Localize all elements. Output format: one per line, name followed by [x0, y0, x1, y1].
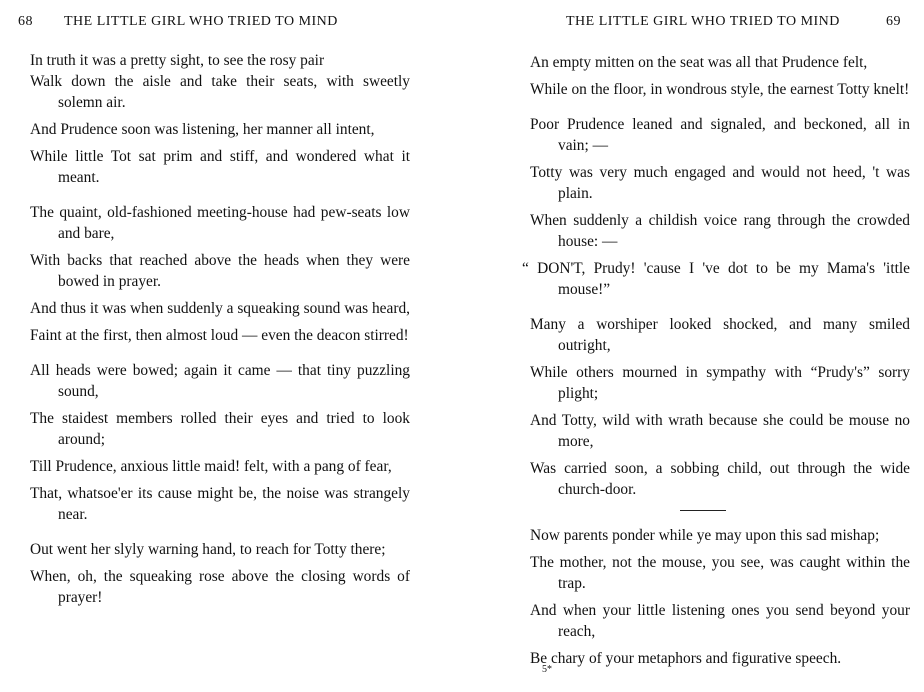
verse-line: While others mourned in sympathy with “Prudy's” sorry plight;: [530, 364, 910, 402]
verse-line: Faint at the first, then almost loud — even the deacon stirred!: [30, 327, 409, 344]
verse-line: When suddenly a childish voice rang through the crowded house: —: [530, 212, 910, 250]
verse-line: The staidest members rolled their eyes and tried to look around;: [30, 410, 410, 448]
right-verse: [522, 52, 910, 669]
verse-line: Was carried soon, a sobbing child, out through the wide church-door.: [530, 460, 910, 498]
verse-line: Till Prudence, anxious little maid! felt, with a pang of fear,: [30, 458, 392, 475]
verse-line: And when your little listening ones you send beyond your reach,: [530, 602, 910, 640]
verse-line: That, whatsoe'er its cause might be, the noise was strangely near.: [30, 485, 410, 523]
right-running-title: THE LITTLE GIRL WHO TRIED TO MIND: [566, 14, 840, 29]
verse-line: The quaint, old-fashioned meeting-house had pew-seats low and bare,: [30, 204, 410, 242]
left-running-title: THE LITTLE GIRL WHO TRIED TO MIND: [64, 14, 338, 29]
signature-mark: 5*: [542, 664, 552, 675]
verse-line: “ DON'T, Prudy! 'cause I 've dot to be my Mama's 'ittle mouse!”: [522, 260, 910, 298]
verse-line: Poor Prudence leaned and signaled, and beckoned, all in vain; —: [530, 116, 910, 154]
verse-line: And Prudence soon was listening, her manner all intent,: [30, 121, 375, 138]
left-running-head: [0, 14, 462, 34]
verse-line: In truth it was a pretty sight, to see the rosy pair: [30, 52, 325, 69]
verse-line: The mother, not the mouse, you see, was caught within the trap.: [530, 554, 910, 592]
verse-line: All heads were bowed; again it came — that tiny puzzling sound,: [30, 362, 410, 400]
left-page-number: 68: [18, 14, 33, 29]
verse-line: And Totty, wild with wrath because she could be mouse no more,: [530, 412, 910, 450]
verse-line: And thus it was when suddenly a squeaking sound was heard,: [30, 300, 411, 317]
verse-line: Now parents ponder while ye may upon this sad mishap;: [530, 527, 880, 544]
verse-line: Walk down the aisle and take their seats, with sweetly solemn air.: [30, 73, 410, 111]
verse-line: When, oh, the squeaking rose above the closing words of prayer!: [30, 568, 410, 606]
right-page: [462, 0, 924, 692]
verse-line: Totty was very much engaged and would not heed, 't was plain.: [530, 164, 910, 202]
right-running-head: [462, 14, 924, 34]
verse-line: An empty mitten on the seat was all that Prudence felt,: [530, 54, 868, 71]
verse-line: While on the floor, in wondrous style, the earnest Totty knelt!: [530, 81, 910, 98]
verse-line: Many a worshiper looked shocked, and many smiled outright,: [530, 316, 910, 354]
verse-line: With backs that reached above the heads when they were bowed in prayer.: [30, 252, 410, 290]
right-page-number: 69: [886, 14, 901, 29]
verse-line: Be chary of your metaphors and figurative speech.: [530, 650, 842, 667]
verse-line: While little Tot sat prim and stiff, and wondered what it meant.: [30, 148, 410, 186]
verse-line: Out went her slyly warning hand, to reach for Totty there;: [30, 541, 386, 558]
left-verse: [30, 50, 410, 608]
section-divider: [680, 510, 726, 511]
